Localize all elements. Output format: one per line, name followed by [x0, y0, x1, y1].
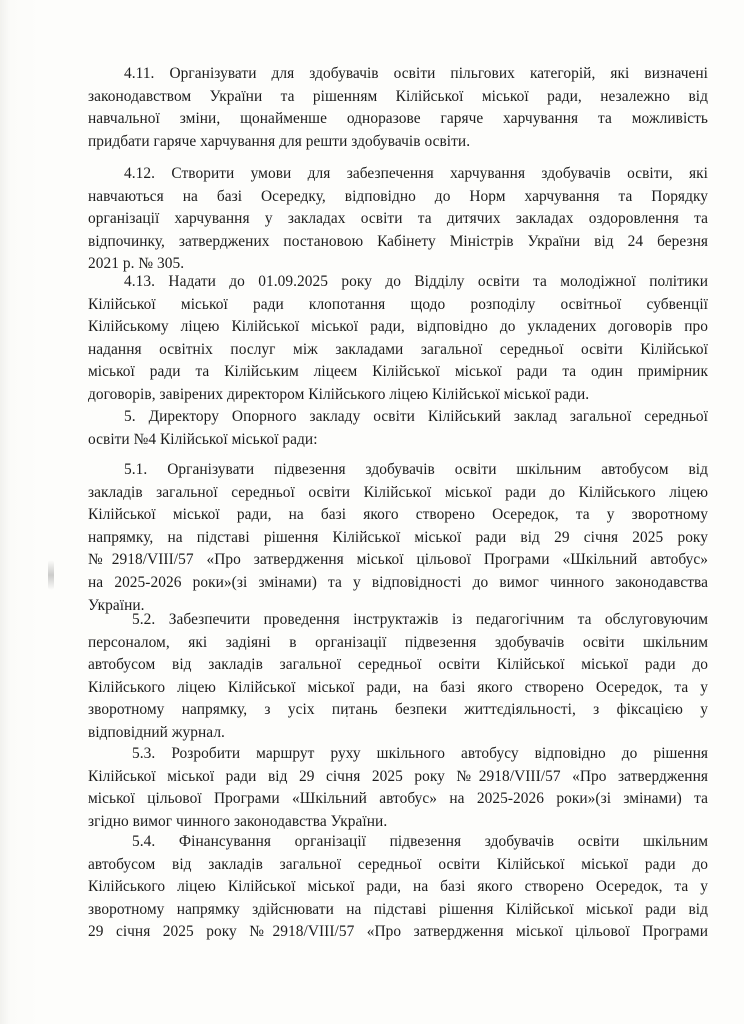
text-line: організації харчування у закладах освіти та дитячих закладах оздоровлення та — [88, 210, 708, 228]
paragraph-5 — [88, 406, 708, 451]
text-line: міської ради та Кілійським ліцеєм Кілійської міської ради та один примірник — [88, 363, 708, 381]
paragraph-4-13 — [88, 271, 708, 407]
text-line: 5. Директору Опорного закладу освіти Кілійський заклад загальної середньої — [124, 408, 708, 425]
text-line: автобусом від закладів загальної середньої освіти Кілійської міської ради до — [88, 656, 708, 674]
text-line: зворотному напрямку здійснювати на підставі рішення Кілійської міської ради від — [88, 900, 708, 918]
text-line: договорів, завірених директором Кілійського ліцею Кілійської міської ради. — [88, 385, 590, 403]
text-line: освіти №4 Кілійської міської ради: — [88, 430, 318, 448]
text-line: зворотному напрямку, з усіх питань безпеки життєдіяльності, з фіксацією у — [88, 701, 708, 719]
text-line: Кілійської міської ради клопотання щодо розподілу освітньої субвенції — [88, 295, 708, 313]
text-line: на 2025-2026 роки»(зі змінами) та у відповідності до вимог чинного законодавства — [88, 573, 708, 591]
paragraph-4-11 — [88, 63, 708, 153]
text-line: Кілійського ліцею Кілійської міської ради, на базі якого створено Осередок, та у — [88, 878, 708, 896]
text-line: України. — [88, 596, 145, 614]
text-line: придбати гаряче харчування для решти здобувачів освіти. — [88, 132, 471, 150]
text-line: №2918/VIII/57 «Про затвердження міської цільової Програми «Шкільний автобус» — [88, 551, 708, 569]
text-line: Кілійського ліцею Кілійської міської ради, на базі якого створено Осередок, та у — [88, 678, 708, 696]
text-line: 29 січня 2025 року №2918/VIII/57 «Про затвердження міської цільової Програми — [88, 923, 708, 941]
text-line: автобусом від закладів загальної середньої освіти Кілійської міської ради до — [88, 855, 708, 873]
text-line: 4.11. Організувати для здобувачів освіти пільгових категорій, які визначені — [124, 65, 708, 82]
text-line: 5.4. Фінансування організації підвезення здобувачів освіти шкільним — [132, 833, 708, 850]
text-line: законодавством України та рішенням Кілійської міської ради, незалежно від — [88, 87, 708, 105]
text-line: Кілійської міської ради, на базі якого створено Осередок, та у зворотному — [88, 506, 708, 524]
paragraph-4-12 — [88, 163, 708, 276]
text-line: персоналом, які задіяні в організації підвезення здобувачів освіти шкільним — [88, 633, 708, 651]
paragraph-5-2 — [88, 609, 708, 745]
text-line: 4.12. Створити умови для забезпечення харчування здобувачів освіти, які — [124, 165, 708, 182]
text-line: навчальної зміни, щонайменше одноразове гаряче харчування та можливість — [88, 110, 708, 128]
paragraph-5-4 — [88, 831, 708, 944]
text-line: згідно вимог чинного законодавства України. — [88, 812, 388, 830]
text-line: 5.3. Розробити маршрут руху шкільного автобусу відповідно до рішення — [132, 745, 708, 762]
text-line: закладів загальної середньої освіти Кілійської міської ради до Кілійського ліцею — [88, 483, 708, 501]
text-line: напрямку, на підставі рішення Кілійської міської ради від 29 січня 2025 року — [88, 528, 708, 546]
text-line: 5.2. Забезпечити проведення інструктажів із педагогічним та обслуговуючим — [132, 611, 708, 628]
text-line: Кілійської міської ради від 29 січня 2025 року №2918/VIII/57 «Про затвердження — [88, 767, 708, 785]
text-line: Кілійському ліцею Кілійської міської ради, відповідно до укладених договорів про — [88, 318, 708, 336]
text-line: надання освітніх послуг між закладами загальної середньої освіти Кілійської — [88, 340, 708, 358]
text-line: 4.13. Надати до 01.09.2025 року до Відділу освіти та молодіжної політики — [124, 273, 708, 290]
text-line: 5.1. Організувати підвезення здобувачів освіти шкільним автобусом від — [124, 461, 708, 478]
scan-artifact — [48, 560, 54, 590]
text-line: відпочинку, затверджених постановою Кабінету Міністрів України від 24 березня — [88, 232, 708, 250]
text-line: навчаються на базі Осередку, відповідно до Норм харчування та Порядку — [88, 187, 708, 205]
text-line: відповідний журнал. — [88, 723, 225, 741]
text-line: міської цільової Програми «Шкільний автобус» на 2025-2026 роки»(зі змінами) та — [88, 790, 708, 808]
text-line: 2021 р. № 305. — [88, 255, 185, 273]
paragraph-5-1 — [88, 459, 708, 617]
paragraph-5-3 — [88, 743, 708, 833]
